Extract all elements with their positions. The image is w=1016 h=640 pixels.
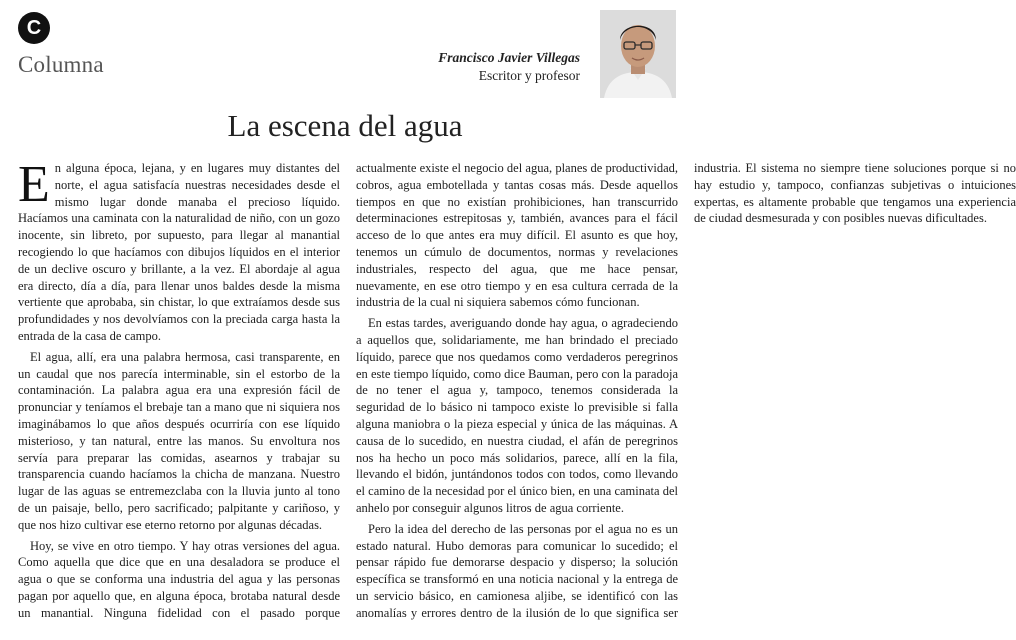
- article-paragraph: Pero la idea del derecho de las personas por el agua no es un estado natural. Hubo demoras para comunicar lo sucedido; el pensar rápido fue demorarse despacio y disperso; la solución específica se transformó en una noticia nacional y la entrega de un servicio básico, en camionesa aljibe, se identificó con las anomalías y errores dentro de la ilusión de lo que significa ser industria. El sistema no siempre tiene soluciones porque si no hay estudio y, tampoco, confianzas subjetivas o intuiciones expertas, es altamente probable que tengamos una experiencia de ciudad desmesurada y con posibles nuevas dificultades.: [356, 161, 1016, 620]
- author-role: Escritor y profesor: [478, 68, 580, 83]
- section-label: Columna: [18, 52, 104, 77]
- author-photo: [600, 10, 676, 98]
- author-portrait-icon: [600, 10, 676, 98]
- article-body: [18, 156, 1016, 630]
- author-name: Francisco Javier Villegas: [438, 50, 580, 65]
- article-paragraph: En estas tardes, averiguando donde hay agua, o agradeciendo a aquellos que, solidariamente, me han brindado el preciado líquido, parece que nos quedamos como verdaderos peregrinos en este tiempo líquido, como dice Bauman, pero con la paradoja de no tener el agua y, tampoco, tenemos considerada la seguridad de lo básico ni tampoco existe lo previsible si falla alguna maniobra o la pieza especial y única de las máquinas. A causa de lo sucedido, en nuestra ciudad, el afán de peregrinos nos ha hecho un poco más solidarios, parece, allí en la fila, llevando el bidón, juntándonos todos con todos, como llevando el camino de la necesidad por el único bien, en una caminata del anhelo por conseguir algunos litros de agua corriente.: [356, 316, 678, 515]
- article-paragraph: El agua, allí, era una palabra hermosa, casi transparente, en un caudal que nos parecía interminable, sin el estorbo de la contaminación. La palabra agua era una expresión fácil de pronunciar y teníamos el brebaje tan a mano que ni siquiera nos imaginábamos lo que años después ocurriría con ese líquido misterioso, y tan natural, entre las manos. Su envoltura nos servía para preparar las comidas, asearnos y trabajar su transparencia cuando hacíamos la chicha de manzana. Nuestro lugar de las aguas se entremezclaba con la lluvia junto al tono de un paisaje, bello, pero sacrificado; palpitante y cariñoso, y que nos hizo cultivar ese eterno retorno por algunas décadas.: [18, 349, 340, 532]
- section-badge: C: [18, 12, 50, 44]
- article-paragraph: Hoy, se vive en otro tiempo. Y hay otras versiones del agua. Como aquella que dice que en una desaladora se produce el agua o que se conforma una industria del agua y las personas pagan por aquello que, en alguna época, brotaba natural desde un manantial. Ninguna fidelidad con el pasado porque actualmente existe el negocio del agua, planes de productividad, cobros, agua embotellada y tantas cosas más. Desde aquellos tiempos en que no existían prohibiciones, han transcurrido determinaciones estrepitosas y, también, avances para el fácil acceso de lo que antes era muy difícil. El asunto es que hoy, tenemos un cúmulo de documentos, normas y revelaciones industriales, respecto del agua, que me hace pensar, nuevamente, en ese otro tiempo y en esa cultura cerrada de la industria de la cual ni siquiera sabemos cómo funcionan.: [18, 161, 678, 620]
- article-headline: La escena del agua: [227, 108, 463, 143]
- drop-cap: E: [18, 156, 50, 213]
- article-paragraph: En alguna época, lejana, y en lugares muy distantes del norte, el agua satisfacía nuestras necesidades desde el mismo lugar donde manaba el precioso líquido. Hacíamos una caminata con la naturalidad de niño, con un gozo inocente, sin libreto, por supuesto, para llegar al manantial recogiendo lo que hacíamos con dibujos líquidos en el interior de un declive oscuro y brillante, a la vez. El abordaje al agua era directo, día a día, para llenar unos baldes desde la misma vertiente que aprobaba, sin chistar, lo que extraíamos desde sus profundidades y nos devolvíamos con la preciada carga hasta la entrada de la casa de campo.: [18, 156, 340, 343]
